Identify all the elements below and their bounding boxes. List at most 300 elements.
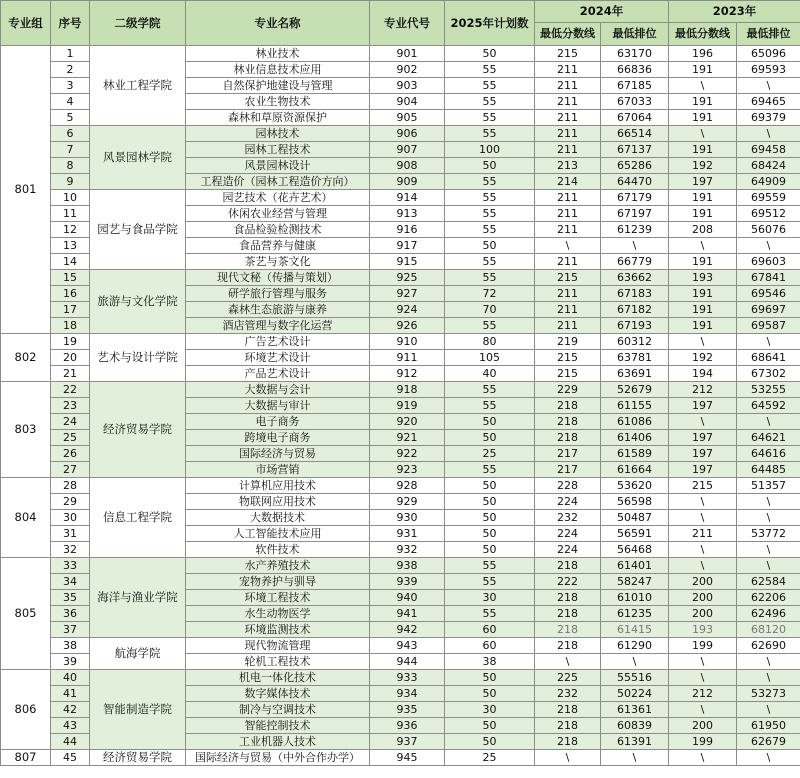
rank-2023-cell: 68120 (737, 622, 800, 638)
plan-count-cell: 80 (445, 334, 535, 350)
score-2023-cell: \ (669, 78, 737, 94)
score-2024-cell: 218 (535, 734, 601, 750)
major-code-cell: 934 (370, 686, 445, 702)
college-cell: 艺术与设计学院 (90, 334, 186, 382)
plan-count-cell: 25 (445, 446, 535, 462)
row-number-cell: 29 (51, 494, 90, 510)
plan-count-cell: 55 (445, 462, 535, 478)
rank-2024-cell: 50224 (601, 686, 669, 702)
major-name-cell: 林业信息技术应用 (186, 62, 370, 78)
group-cell: 806 (1, 670, 51, 750)
major-name-cell: 数字媒体技术 (186, 686, 370, 702)
plan-count-cell: 50 (445, 430, 535, 446)
plan-count-cell: 25 (445, 750, 535, 766)
score-2023-cell: 193 (669, 622, 737, 638)
row-number-cell: 15 (51, 270, 90, 286)
major-name-cell: 风景园林设计 (186, 158, 370, 174)
row-number-cell: 16 (51, 286, 90, 302)
row-number-cell: 3 (51, 78, 90, 94)
score-2024-cell: 211 (535, 110, 601, 126)
row-number-cell: 27 (51, 462, 90, 478)
major-code-cell: 901 (370, 46, 445, 62)
plan-count-cell: 55 (445, 62, 535, 78)
major-code-cell: 914 (370, 190, 445, 206)
row-number-cell: 6 (51, 126, 90, 142)
college-cell: 经济贸易学院 (90, 750, 186, 766)
rank-2024-cell: 61086 (601, 414, 669, 430)
score-2024-cell: 217 (535, 462, 601, 478)
score-2024-cell: 225 (535, 670, 601, 686)
rank-2023-cell: \ (737, 670, 800, 686)
score-2024-cell: 218 (535, 702, 601, 718)
plan-count-cell: 55 (445, 318, 535, 334)
header-2023-min-score: 最低分数线 (669, 23, 737, 46)
score-2023-cell: \ (669, 510, 737, 526)
major-code-cell: 943 (370, 638, 445, 654)
plan-count-cell: 50 (445, 718, 535, 734)
score-2023-cell: 191 (669, 142, 737, 158)
major-code-cell: 915 (370, 254, 445, 270)
score-2024-cell: 218 (535, 430, 601, 446)
major-name-cell: 物联网应用技术 (186, 494, 370, 510)
major-code-cell: 917 (370, 238, 445, 254)
score-2024-cell: 211 (535, 222, 601, 238)
major-code-cell: 909 (370, 174, 445, 190)
score-2024-cell: 222 (535, 574, 601, 590)
rank-2023-cell: \ (737, 334, 800, 350)
row-number-cell: 30 (51, 510, 90, 526)
major-name-cell: 市场营销 (186, 462, 370, 478)
major-name-cell: 水产养殖技术 (186, 558, 370, 574)
score-2023-cell: 199 (669, 734, 737, 750)
major-name-cell: 园艺技术（花卉艺术） (186, 190, 370, 206)
score-2023-cell: 212 (669, 686, 737, 702)
score-2023-cell: \ (669, 334, 737, 350)
plan-count-cell: 100 (445, 142, 535, 158)
plan-count-cell: 50 (445, 670, 535, 686)
rank-2024-cell: 63170 (601, 46, 669, 62)
rank-2023-cell: 69587 (737, 318, 800, 334)
major-name-cell: 酒店管理与数字化运营 (186, 318, 370, 334)
row-number-cell: 43 (51, 718, 90, 734)
score-2023-cell: 194 (669, 366, 737, 382)
row-number-cell: 34 (51, 574, 90, 590)
rank-2024-cell: 61415 (601, 622, 669, 638)
score-2024-cell: 219 (535, 334, 601, 350)
row-number-cell: 32 (51, 542, 90, 558)
rank-2023-cell: 62679 (737, 734, 800, 750)
major-name-cell: 产品艺术设计 (186, 366, 370, 382)
rank-2024-cell: 56598 (601, 494, 669, 510)
major-name-cell: 园林工程技术 (186, 142, 370, 158)
major-code-cell: 923 (370, 462, 445, 478)
major-code-cell: 926 (370, 318, 445, 334)
score-2023-cell: 200 (669, 590, 737, 606)
score-2023-cell: 191 (669, 206, 737, 222)
major-code-cell: 922 (370, 446, 445, 462)
score-2023-cell: \ (669, 702, 737, 718)
score-2024-cell: \ (535, 238, 601, 254)
rank-2023-cell: \ (737, 542, 800, 558)
score-2023-cell: \ (669, 750, 737, 766)
table-row (1, 46, 800, 62)
score-2024-cell: 214 (535, 174, 601, 190)
score-2023-cell: 199 (669, 638, 737, 654)
major-code-cell: 927 (370, 286, 445, 302)
plan-count-cell: 55 (445, 270, 535, 286)
major-code-cell: 905 (370, 110, 445, 126)
row-number-cell: 23 (51, 398, 90, 414)
row-number-cell: 28 (51, 478, 90, 494)
rank-2024-cell: 64470 (601, 174, 669, 190)
major-name-cell: 电子商务 (186, 414, 370, 430)
major-code-cell: 912 (370, 366, 445, 382)
score-2024-cell: 224 (535, 542, 601, 558)
plan-count-cell: 50 (445, 734, 535, 750)
plan-count-cell: 30 (445, 702, 535, 718)
row-number-cell: 42 (51, 702, 90, 718)
score-2023-cell: 208 (669, 222, 737, 238)
college-cell: 风景园林学院 (90, 126, 186, 190)
row-number-cell: 18 (51, 318, 90, 334)
college-cell: 信息工程学院 (90, 478, 186, 558)
college-cell: 航海学院 (90, 638, 186, 670)
rank-2024-cell: 52679 (601, 382, 669, 398)
major-code-cell: 940 (370, 590, 445, 606)
major-name-cell: 轮机工程技术 (186, 654, 370, 670)
score-2023-cell: 197 (669, 446, 737, 462)
major-name-cell: 国际经济与贸易 (186, 446, 370, 462)
major-name-cell: 大数据与会计 (186, 382, 370, 398)
rank-2024-cell: 63691 (601, 366, 669, 382)
table-body (1, 46, 800, 766)
header-no: 序号 (51, 1, 90, 46)
score-2024-cell: 218 (535, 638, 601, 654)
plan-count-cell: 55 (445, 206, 535, 222)
rank-2024-cell: 61290 (601, 638, 669, 654)
rank-2024-cell: 63662 (601, 270, 669, 286)
score-2024-cell: 218 (535, 718, 601, 734)
major-code-cell: 903 (370, 78, 445, 94)
rank-2023-cell: 69593 (737, 62, 800, 78)
rank-2024-cell: 61589 (601, 446, 669, 462)
rank-2023-cell: 53255 (737, 382, 800, 398)
rank-2023-cell: 62496 (737, 606, 800, 622)
plan-count-cell: 55 (445, 174, 535, 190)
major-name-cell: 现代文秘（传播与策划） (186, 270, 370, 286)
score-2024-cell: 215 (535, 270, 601, 286)
rank-2024-cell: 66836 (601, 62, 669, 78)
row-number-cell: 33 (51, 558, 90, 574)
major-code-cell: 928 (370, 478, 445, 494)
rank-2024-cell: 56591 (601, 526, 669, 542)
header-2024-min-rank: 最低排位 (601, 23, 669, 46)
major-name-cell: 研学旅行管理与服务 (186, 286, 370, 302)
rank-2024-cell: 66779 (601, 254, 669, 270)
major-name-cell: 环境工程技术 (186, 590, 370, 606)
row-number-cell: 31 (51, 526, 90, 542)
score-2024-cell: 232 (535, 510, 601, 526)
table-row (1, 478, 800, 494)
rank-2024-cell: 61239 (601, 222, 669, 238)
rank-2024-cell: 67193 (601, 318, 669, 334)
plan-count-cell: 55 (445, 126, 535, 142)
score-2023-cell: \ (669, 670, 737, 686)
major-code-cell: 921 (370, 430, 445, 446)
row-number-cell: 37 (51, 622, 90, 638)
table-row (1, 670, 800, 686)
score-2024-cell: 211 (535, 302, 601, 318)
row-number-cell: 2 (51, 62, 90, 78)
score-2023-cell: 200 (669, 574, 737, 590)
table-row (1, 334, 800, 350)
rank-2024-cell: 67179 (601, 190, 669, 206)
rank-2024-cell: 61401 (601, 558, 669, 574)
plan-count-cell: 55 (445, 190, 535, 206)
plan-count-cell: 55 (445, 78, 535, 94)
rank-2023-cell: 69465 (737, 94, 800, 110)
plan-count-cell: 60 (445, 622, 535, 638)
plan-count-cell: 50 (445, 542, 535, 558)
rank-2023-cell: 51357 (737, 478, 800, 494)
rank-2024-cell: 58247 (601, 574, 669, 590)
group-cell: 807 (1, 750, 51, 766)
major-name-cell: 大数据技术 (186, 510, 370, 526)
major-name-cell: 森林和草原资源保护 (186, 110, 370, 126)
plan-count-cell: 50 (445, 46, 535, 62)
table-row (1, 638, 800, 654)
header-row-1 (1, 1, 800, 23)
rank-2024-cell: 61010 (601, 590, 669, 606)
rank-2023-cell: 69379 (737, 110, 800, 126)
major-name-cell: 森林生态旅游与康养 (186, 302, 370, 318)
plan-count-cell: 55 (445, 398, 535, 414)
score-2023-cell: 215 (669, 478, 737, 494)
rank-2023-cell: 69512 (737, 206, 800, 222)
score-2023-cell: 191 (669, 286, 737, 302)
score-2023-cell: \ (669, 414, 737, 430)
row-number-cell: 25 (51, 430, 90, 446)
rank-2023-cell: 69603 (737, 254, 800, 270)
score-2023-cell: 197 (669, 462, 737, 478)
major-name-cell: 林业技术 (186, 46, 370, 62)
score-2023-cell: 211 (669, 526, 737, 542)
score-2024-cell: 215 (535, 366, 601, 382)
major-code-cell: 919 (370, 398, 445, 414)
plan-count-cell: 72 (445, 286, 535, 302)
plan-count-cell: 50 (445, 526, 535, 542)
major-code-cell: 907 (370, 142, 445, 158)
score-2024-cell: 211 (535, 286, 601, 302)
plan-count-cell: 50 (445, 158, 535, 174)
score-2024-cell: 211 (535, 318, 601, 334)
plan-count-cell: 50 (445, 238, 535, 254)
plan-count-cell: 55 (445, 110, 535, 126)
group-cell: 805 (1, 558, 51, 670)
college-cell: 旅游与文化学院 (90, 270, 186, 334)
row-number-cell: 44 (51, 734, 90, 750)
row-number-cell: 17 (51, 302, 90, 318)
rank-2023-cell: 67302 (737, 366, 800, 382)
major-code-cell: 904 (370, 94, 445, 110)
major-code-cell: 942 (370, 622, 445, 638)
score-2024-cell: 211 (535, 94, 601, 110)
rank-2024-cell: 67197 (601, 206, 669, 222)
major-code-cell: 931 (370, 526, 445, 542)
score-2023-cell: 197 (669, 174, 737, 190)
score-2024-cell: 211 (535, 206, 601, 222)
major-code-cell: 913 (370, 206, 445, 222)
rank-2023-cell: \ (737, 414, 800, 430)
major-name-cell: 食品检验检测技术 (186, 222, 370, 238)
major-code-cell: 910 (370, 334, 445, 350)
header-plan: 2025年计划数 (445, 1, 535, 46)
table-row (1, 190, 800, 206)
row-number-cell: 38 (51, 638, 90, 654)
major-name-cell: 自然保护地建设与管理 (186, 78, 370, 94)
major-code-cell: 939 (370, 574, 445, 590)
row-number-cell: 26 (51, 446, 90, 462)
major-code-cell: 944 (370, 654, 445, 670)
rank-2023-cell: 64485 (737, 462, 800, 478)
rank-2024-cell: 67033 (601, 94, 669, 110)
college-cell: 海洋与渔业学院 (90, 558, 186, 638)
rank-2023-cell: 69697 (737, 302, 800, 318)
major-name-cell: 环境艺术设计 (186, 350, 370, 366)
rank-2023-cell: 67841 (737, 270, 800, 286)
header-major: 专业名称 (186, 1, 370, 46)
row-number-cell: 7 (51, 142, 90, 158)
row-number-cell: 36 (51, 606, 90, 622)
row-number-cell: 4 (51, 94, 90, 110)
rank-2023-cell: 69559 (737, 190, 800, 206)
score-2024-cell: 211 (535, 126, 601, 142)
rank-2024-cell: 60839 (601, 718, 669, 734)
rank-2024-cell: 61361 (601, 702, 669, 718)
major-name-cell: 国际经济与贸易（中外合作办学） (186, 750, 370, 766)
major-name-cell: 茶艺与茶文化 (186, 254, 370, 270)
major-code-cell: 925 (370, 270, 445, 286)
plan-count-cell: 55 (445, 94, 535, 110)
score-2024-cell: 218 (535, 414, 601, 430)
major-code-cell: 938 (370, 558, 445, 574)
rank-2024-cell: 50487 (601, 510, 669, 526)
row-number-cell: 5 (51, 110, 90, 126)
score-2023-cell: 200 (669, 718, 737, 734)
college-cell: 林业工程学院 (90, 46, 186, 126)
plan-count-cell: 55 (445, 558, 535, 574)
row-number-cell: 11 (51, 206, 90, 222)
major-code-cell: 941 (370, 606, 445, 622)
score-2024-cell: 224 (535, 526, 601, 542)
major-code-cell: 906 (370, 126, 445, 142)
group-cell: 803 (1, 382, 51, 478)
plan-count-cell: 40 (445, 366, 535, 382)
rank-2023-cell: 68641 (737, 350, 800, 366)
row-number-cell: 40 (51, 670, 90, 686)
plan-count-cell: 55 (445, 382, 535, 398)
rank-2023-cell: 64621 (737, 430, 800, 446)
college-cell: 园艺与食品学院 (90, 190, 186, 270)
major-code-cell: 932 (370, 542, 445, 558)
major-name-cell: 农业生物技术 (186, 94, 370, 110)
score-2023-cell: 200 (669, 606, 737, 622)
major-name-cell: 制冷与空调技术 (186, 702, 370, 718)
row-number-cell: 12 (51, 222, 90, 238)
major-name-cell: 休闲农业经营与管理 (186, 206, 370, 222)
row-number-cell: 39 (51, 654, 90, 670)
rank-2023-cell: 69546 (737, 286, 800, 302)
header-college: 二级学院 (90, 1, 186, 46)
score-2023-cell: 191 (669, 318, 737, 334)
row-number-cell: 8 (51, 158, 90, 174)
rank-2023-cell: \ (737, 238, 800, 254)
score-2023-cell: 212 (669, 382, 737, 398)
plan-count-cell: 50 (445, 686, 535, 702)
plan-count-cell: 55 (445, 574, 535, 590)
table-row (1, 126, 800, 142)
plan-count-cell: 60 (445, 638, 535, 654)
score-2023-cell: 192 (669, 350, 737, 366)
header-2023-min-rank: 最低排位 (737, 23, 800, 46)
rank-2023-cell: \ (737, 750, 800, 766)
rank-2024-cell: 53620 (601, 478, 669, 494)
score-2024-cell: 232 (535, 686, 601, 702)
score-2024-cell: 229 (535, 382, 601, 398)
plan-count-cell: 55 (445, 254, 535, 270)
score-2024-cell: 211 (535, 190, 601, 206)
rank-2024-cell: 67183 (601, 286, 669, 302)
rank-2024-cell: 61235 (601, 606, 669, 622)
rank-2024-cell: 67185 (601, 78, 669, 94)
major-code-cell: 933 (370, 670, 445, 686)
rank-2023-cell: 68424 (737, 158, 800, 174)
header-group: 专业组 (1, 1, 51, 46)
rank-2023-cell: \ (737, 558, 800, 574)
major-name-cell: 跨境电子商务 (186, 430, 370, 446)
score-2024-cell: 211 (535, 62, 601, 78)
score-2024-cell: 215 (535, 46, 601, 62)
row-number-cell: 35 (51, 590, 90, 606)
rank-2023-cell: \ (737, 494, 800, 510)
rank-2024-cell: 55516 (601, 670, 669, 686)
plan-count-cell: 55 (445, 222, 535, 238)
rank-2023-cell: \ (737, 510, 800, 526)
score-2024-cell: 218 (535, 622, 601, 638)
group-cell: 802 (1, 334, 51, 382)
major-code-cell: 908 (370, 158, 445, 174)
group-cell: 801 (1, 46, 51, 334)
major-name-cell: 计算机应用技术 (186, 478, 370, 494)
rank-2024-cell: \ (601, 654, 669, 670)
score-2024-cell: \ (535, 654, 601, 670)
score-2024-cell: 217 (535, 446, 601, 462)
row-number-cell: 10 (51, 190, 90, 206)
major-name-cell: 水生动物医学 (186, 606, 370, 622)
header-code: 专业代号 (370, 1, 445, 46)
table-row (1, 270, 800, 286)
rank-2023-cell: \ (737, 702, 800, 718)
major-name-cell: 工程造价（园林工程造价方向） (186, 174, 370, 190)
rank-2023-cell: 62206 (737, 590, 800, 606)
rank-2024-cell: 67182 (601, 302, 669, 318)
score-2024-cell: 211 (535, 142, 601, 158)
score-2023-cell: \ (669, 126, 737, 142)
row-number-cell: 19 (51, 334, 90, 350)
major-name-cell: 软件技术 (186, 542, 370, 558)
rank-2024-cell: 61155 (601, 398, 669, 414)
major-code-cell: 920 (370, 414, 445, 430)
